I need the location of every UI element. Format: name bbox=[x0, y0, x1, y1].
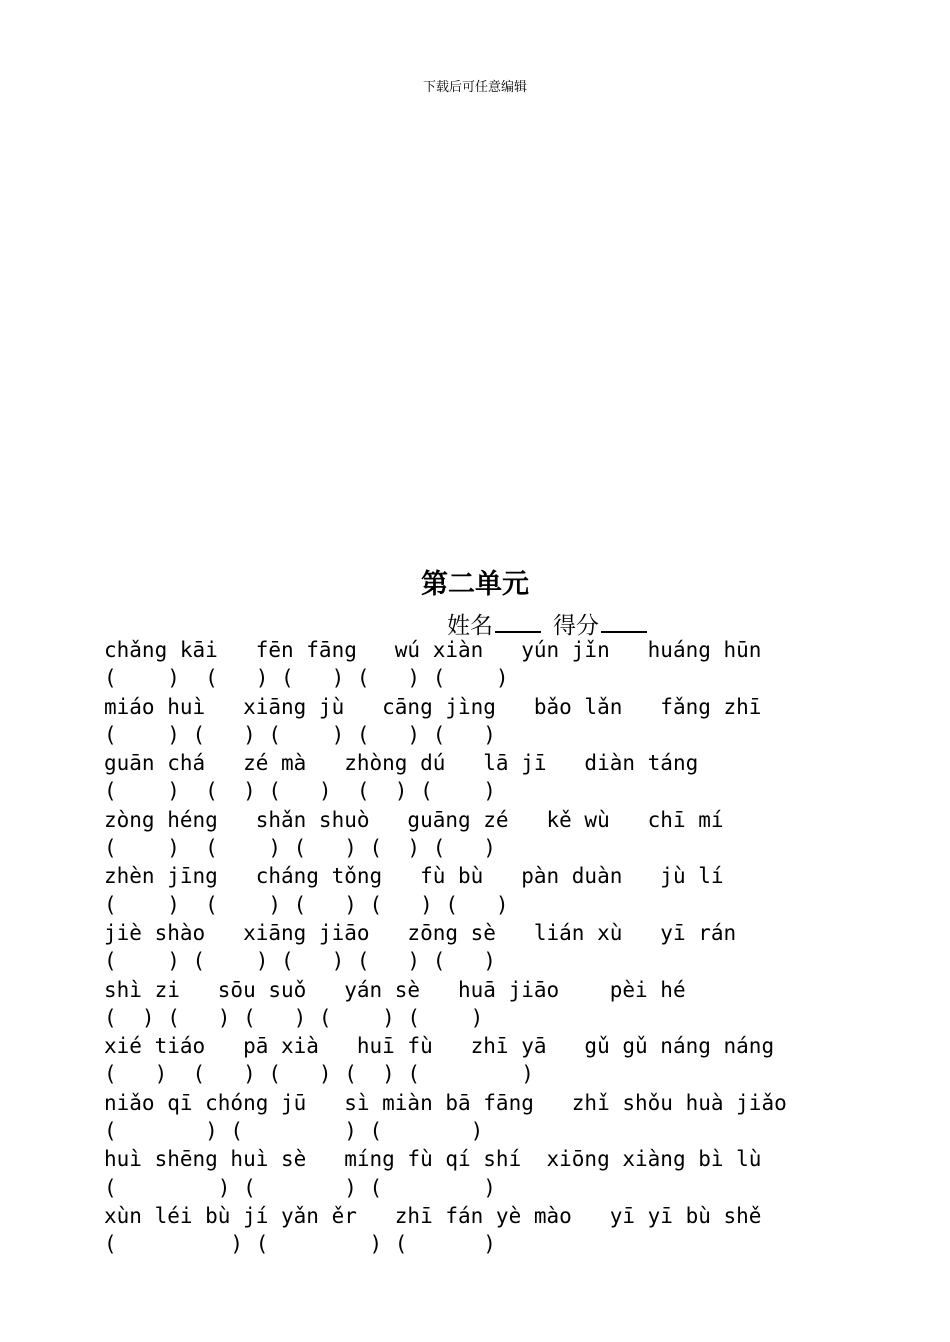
answer-line: ( ) ( ) ( ) ( ) ( ) bbox=[104, 666, 509, 691]
pinyin-line: chǎng kāi fēn fāng wú xiàn yún jǐn huáng hūn bbox=[104, 638, 762, 662]
exercise-rows bbox=[104, 636, 787, 1259]
answer-line: ( ) ( ) ( ) ( ) ( ) bbox=[104, 949, 496, 974]
pinyin-line: zhèn jīng cháng tǒng fù bù pàn duàn jù lí bbox=[104, 864, 724, 889]
pinyin-line: miáo huì xiāng jù cāng jìng bǎo lǎn fǎng zhī bbox=[104, 694, 762, 719]
answer-line: ( ) ( ) ( ) ( ) ( ) bbox=[104, 1062, 534, 1087]
answer-line: ( ) ( ) ( ) bbox=[104, 1119, 484, 1144]
answer-line: ( ) ( ) ( ) ( ) ( ) bbox=[104, 1005, 484, 1030]
score-label: 得分 bbox=[553, 613, 599, 639]
pinyin-line: niǎo qī chóng jū sì miàn bā fāng zhǐ shǒu huà jiǎo bbox=[104, 1090, 787, 1115]
answer-line: ( ) ( ) ( ) ( ) ( ) bbox=[104, 722, 496, 747]
page-title: 第二单元 bbox=[421, 569, 529, 600]
pinyin-line: zòng héng shǎn shuò guāng zé kě wù chī mí bbox=[104, 807, 724, 832]
pinyin-line: guān chá zé mà zhòng dú lā jī diàn táng bbox=[104, 751, 699, 776]
pinyin-line: xùn léi bù jí yǎn ěr zhī fán yè mào yī yī bù shě bbox=[104, 1203, 762, 1228]
pinyin-line: xié tiáo pā xià huī fù zhī yā gǔ gǔ náng náng bbox=[104, 1034, 775, 1059]
pinyin-line: jiè shào xiāng jiāo zōng sè lián xù yī rán bbox=[104, 920, 737, 945]
answer-line: ( ) ( ) ( ) bbox=[104, 1175, 496, 1200]
score-blank bbox=[601, 609, 647, 633]
pinyin-line: shì zi sōu suǒ yán sè huā jiāo pèi hé bbox=[104, 977, 686, 1002]
pinyin-line: huì shēng huì sè míng fù qí shí xiōng xiàng bì lù bbox=[104, 1147, 762, 1172]
name-blank bbox=[495, 609, 541, 633]
answer-line: ( ) ( ) ( ) ( ) ( ) bbox=[104, 836, 496, 861]
name-label: 姓名 bbox=[447, 613, 493, 639]
answer-line: ( ) ( ) ( ) ( ) ( ) bbox=[104, 892, 509, 917]
answer-line: ( ) ( ) ( ) ( ) ( ) bbox=[104, 779, 496, 804]
answer-line: ( ) ( ) ( ) bbox=[104, 1232, 496, 1257]
page-header: 下载后可任意编辑 bbox=[422, 80, 527, 95]
